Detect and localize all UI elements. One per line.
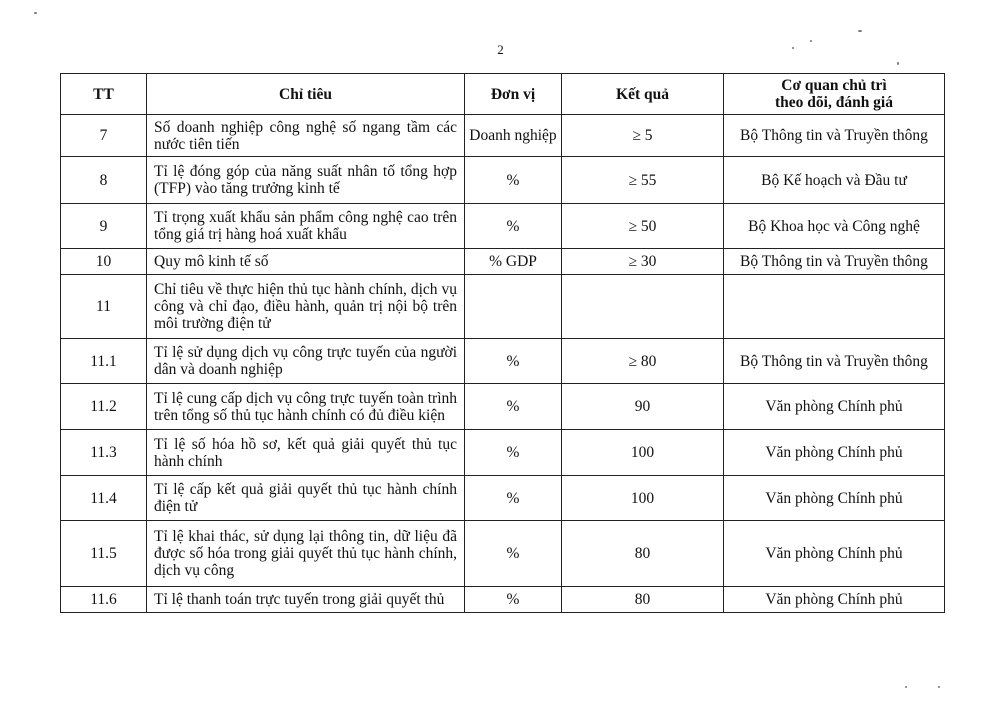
table-row: [61, 476, 945, 521]
row-unit: %: [465, 587, 562, 613]
row-tt: 11.1: [61, 339, 147, 384]
row-result: ≥ 30: [562, 249, 724, 275]
row-result: 100: [562, 430, 724, 476]
table-row: [61, 521, 945, 587]
row-agency: Bộ Khoa học và Công nghệ: [724, 204, 945, 249]
row-indicator: Tỉ lệ số hóa hồ sơ, kết quả giải quyết thủ tục hành chính: [147, 430, 465, 476]
row-tt: 11.6: [61, 587, 147, 613]
header-result: Kết quả: [562, 74, 724, 115]
row-tt: 8: [61, 157, 147, 204]
row-unit: %: [465, 521, 562, 587]
row-agency: Bộ Thông tin và Truyền thông: [724, 339, 945, 384]
row-tt: 11.2: [61, 384, 147, 430]
table-row: [61, 339, 945, 384]
row-result: ≥ 50: [562, 204, 724, 249]
row-unit: [465, 275, 562, 339]
table-row: [61, 275, 945, 339]
header-tt: TT: [61, 74, 147, 115]
row-agency: Văn phòng Chính phủ: [724, 587, 945, 613]
table-row: [61, 204, 945, 249]
header-unit: Đơn vị: [465, 74, 562, 115]
row-agency: [724, 275, 945, 339]
row-tt: 11.5: [61, 521, 147, 587]
row-result: 90: [562, 384, 724, 430]
table-row: [61, 115, 945, 157]
row-tt: 11.3: [61, 430, 147, 476]
scan-speck: [938, 686, 940, 688]
header-agency: [724, 74, 945, 115]
row-agency: Bộ Thông tin và Truyền thông: [724, 115, 945, 157]
row-indicator: Tỉ lệ thanh toán trực tuyến trong giải quyết thủ: [147, 587, 465, 613]
indicators-table: [60, 73, 945, 613]
scan-speck: [792, 47, 794, 49]
row-agency: Văn phòng Chính phủ: [724, 476, 945, 521]
row-indicator: Tỉ lệ cấp kết quả giải quyết thủ tục hành chính điện tử: [147, 476, 465, 521]
row-result: [562, 275, 724, 339]
row-result: ≥ 55: [562, 157, 724, 204]
row-indicator: Chỉ tiêu về thực hiện thủ tục hành chính, dịch vụ công và chỉ đạo, điều hành, quản trị nội bộ trên môi trường điện tử: [147, 275, 465, 339]
row-unit: %: [465, 430, 562, 476]
header-agency-line2: theo dõi, đánh giá: [774, 94, 893, 111]
table-row: [61, 587, 945, 613]
row-agency: Bộ Thông tin và Truyền thông: [724, 249, 945, 275]
scan-speck: [34, 12, 37, 14]
row-agency: Văn phòng Chính phủ: [724, 430, 945, 476]
row-agency: Bộ Kế hoạch và Đầu tư: [724, 157, 945, 204]
row-indicator: Số doanh nghiệp công nghệ số ngang tầm các nước tiên tiến: [147, 115, 465, 157]
row-unit: %: [465, 339, 562, 384]
row-indicator: Quy mô kinh tế số: [147, 249, 465, 275]
row-unit: %: [465, 384, 562, 430]
scan-speck: [905, 686, 907, 688]
row-result: 80: [562, 521, 724, 587]
header-indicator: Chỉ tiêu: [147, 74, 465, 115]
table-row: [61, 384, 945, 430]
row-tt: 11: [61, 275, 147, 339]
row-tt: 7: [61, 115, 147, 157]
header-agency-line1: Cơ quan chủ trì: [781, 77, 887, 94]
row-indicator: Tỉ lệ cung cấp dịch vụ công trực tuyến toàn trình trên tổng số thủ tục hành chính có đủ điều kiện: [147, 384, 465, 430]
table-header-row: [61, 74, 945, 115]
page-number: 2: [497, 42, 504, 57]
row-tt: 11.4: [61, 476, 147, 521]
row-result: ≥ 5: [562, 115, 724, 157]
row-result: 100: [562, 476, 724, 521]
row-agency: Văn phòng Chính phủ: [724, 521, 945, 587]
table-row: [61, 249, 945, 275]
row-result: 80: [562, 587, 724, 613]
scan-speck: [897, 62, 899, 65]
scan-speck: [810, 40, 812, 42]
row-tt: 10: [61, 249, 147, 275]
row-unit: Doanh nghiệp: [465, 115, 562, 157]
row-indicator: Tỉ lệ đóng góp của năng suất nhân tố tổng hợp (TFP) vào tăng trưởng kinh tế: [147, 157, 465, 204]
scan-speck: [858, 30, 862, 32]
row-unit: %: [465, 476, 562, 521]
row-tt: 9: [61, 204, 147, 249]
row-unit: % GDP: [465, 249, 562, 275]
row-indicator: Tỉ lệ sử dụng dịch vụ công trực tuyến của người dân và doanh nghiệp: [147, 339, 465, 384]
row-agency: Văn phòng Chính phủ: [724, 384, 945, 430]
row-unit: %: [465, 157, 562, 204]
row-indicator: Tỉ trọng xuất khẩu sản phẩm công nghệ cao trên tổng giá trị hàng hoá xuất khẩu: [147, 204, 465, 249]
row-indicator: Tỉ lệ khai thác, sử dụng lại thông tin, dữ liệu đã được số hóa trong giải quyết thủ tục hành chính, dịch vụ công: [147, 521, 465, 587]
row-result: ≥ 80: [562, 339, 724, 384]
table-row: [61, 430, 945, 476]
table-row: [61, 157, 945, 204]
row-unit: %: [465, 204, 562, 249]
